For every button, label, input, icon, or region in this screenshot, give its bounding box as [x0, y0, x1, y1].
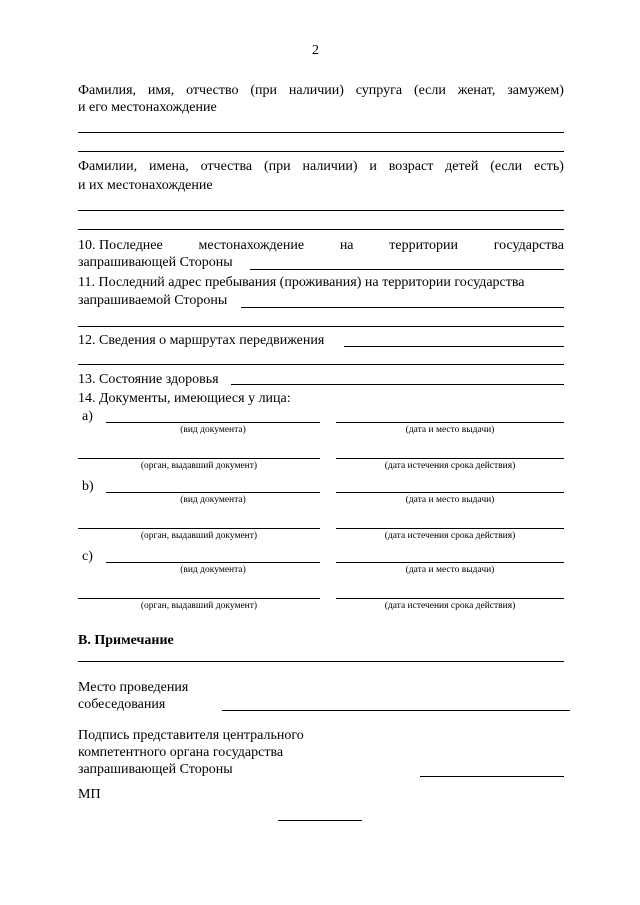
- doc-group-c-letter: c): [82, 549, 93, 564]
- doc-group-a-letter: a): [82, 409, 93, 424]
- spouse-label-line2: и его местонахождение: [78, 100, 217, 115]
- item10-label-line2: запрашивающей Стороны: [78, 255, 233, 270]
- doc-c-issue-line[interactable]: [336, 562, 564, 563]
- doc-b-issue-line[interactable]: [336, 492, 564, 493]
- doc-c-authority-line[interactable]: [78, 598, 320, 599]
- interview-label-line1: Место проведения: [78, 680, 189, 695]
- label-word: (если: [413, 83, 446, 98]
- page-footer-line: [278, 820, 362, 821]
- label-word: (при: [263, 159, 291, 174]
- spouse-label-line1: [78, 82, 564, 99]
- label-word: местонахождение: [198, 238, 305, 253]
- label-word: отчество: [186, 83, 239, 98]
- page-number: 2: [312, 43, 319, 58]
- label-word: территории: [389, 238, 459, 253]
- label-word: супруга: [355, 83, 403, 98]
- label-word: (если: [490, 159, 523, 174]
- item11-field-line-2[interactable]: [78, 326, 564, 327]
- label-word: Фамилия,: [78, 83, 137, 98]
- label-word: наличии): [302, 159, 358, 174]
- item12-field-line-2[interactable]: [78, 364, 564, 365]
- children-field-line-2[interactable]: [78, 229, 564, 230]
- section-b-note-line[interactable]: [78, 661, 564, 662]
- children-label-line2: и их местонахождение: [78, 178, 213, 193]
- label-word: детей: [445, 159, 479, 174]
- item14-label: 14. Документы, имеющиеся у лица:: [78, 391, 291, 406]
- label-word: имена,: [148, 159, 189, 174]
- signature-field-line[interactable]: [420, 776, 564, 777]
- item13-field-line[interactable]: [231, 384, 564, 385]
- label-word: 10. Последнее: [78, 238, 163, 253]
- signature-label-line1: Подпись представителя центрального: [78, 728, 304, 743]
- doc-b-expiry-line[interactable]: [336, 528, 564, 529]
- label-word: женат,: [457, 83, 496, 98]
- signature-label-line3: запрашивающей Стороны: [78, 762, 233, 777]
- doc-a-expiry-caption: (дата истечения срока действия): [384, 461, 516, 471]
- doc-a-authority-line[interactable]: [78, 458, 320, 459]
- label-word: отчества: [200, 159, 253, 174]
- item11-label-line2: запрашиваемой Стороны: [78, 293, 228, 308]
- doc-c-expiry-caption: (дата истечения срока действия): [384, 601, 516, 611]
- label-word: на: [339, 238, 354, 253]
- label-word: наличии): [288, 83, 344, 98]
- doc-a-type-caption: (вид документа): [180, 425, 246, 435]
- label-word: возраст: [388, 159, 434, 174]
- item12-field-line-1[interactable]: [344, 346, 564, 347]
- label-word: Фамилии,: [78, 159, 138, 174]
- doc-b-expiry-caption: (дата истечения срока действия): [384, 531, 516, 541]
- signature-label-line2: компетентного органа государства: [78, 745, 284, 760]
- item11-field-line-1[interactable]: [241, 307, 564, 308]
- doc-a-issue-caption: (дата и место выдачи): [405, 425, 495, 435]
- label-word: есть): [533, 159, 564, 174]
- spouse-field-line-2[interactable]: [78, 151, 564, 152]
- doc-a-issue-line[interactable]: [336, 422, 564, 423]
- doc-c-type-line[interactable]: [106, 562, 320, 563]
- interview-field-line[interactable]: [222, 710, 570, 711]
- item10-label-line1: [78, 237, 564, 254]
- label-word: государства: [493, 238, 564, 253]
- children-label-line1: [78, 158, 564, 175]
- item12-label: 12. Сведения о маршрутах передвижения: [78, 333, 325, 348]
- item10-field-line[interactable]: [250, 269, 564, 270]
- doc-b-type-caption: (вид документа): [180, 495, 246, 505]
- label-word: замужем): [507, 83, 564, 98]
- doc-a-authority-caption: (орган, выдавший документ): [140, 461, 258, 471]
- interview-label-line2: собеседования: [78, 697, 166, 712]
- stamp-label: МП: [78, 787, 101, 802]
- doc-b-authority-caption: (орган, выдавший документ): [140, 531, 258, 541]
- item13-label: 13. Состояние здоровья: [78, 372, 219, 387]
- label-word: и: [369, 159, 377, 174]
- doc-b-type-line[interactable]: [106, 492, 320, 493]
- doc-a-expiry-line[interactable]: [336, 458, 564, 459]
- doc-a-type-line[interactable]: [106, 422, 320, 423]
- children-field-line-1[interactable]: [78, 210, 564, 211]
- spouse-field-line-1[interactable]: [78, 132, 564, 133]
- section-b-title: В. Примечание: [78, 633, 174, 648]
- label-word: (при: [250, 83, 278, 98]
- doc-b-issue-caption: (дата и место выдачи): [405, 495, 495, 505]
- doc-b-authority-line[interactable]: [78, 528, 320, 529]
- doc-c-type-caption: (вид документа): [180, 565, 246, 575]
- doc-c-expiry-line[interactable]: [336, 598, 564, 599]
- doc-group-b-letter: b): [82, 479, 94, 494]
- doc-c-issue-caption: (дата и место выдачи): [405, 565, 495, 575]
- item11-label-line1: 11. Последний адрес пребывания (проживания) на территории государства: [78, 275, 525, 290]
- label-word: имя,: [147, 83, 175, 98]
- doc-c-authority-caption: (орган, выдавший документ): [140, 601, 258, 611]
